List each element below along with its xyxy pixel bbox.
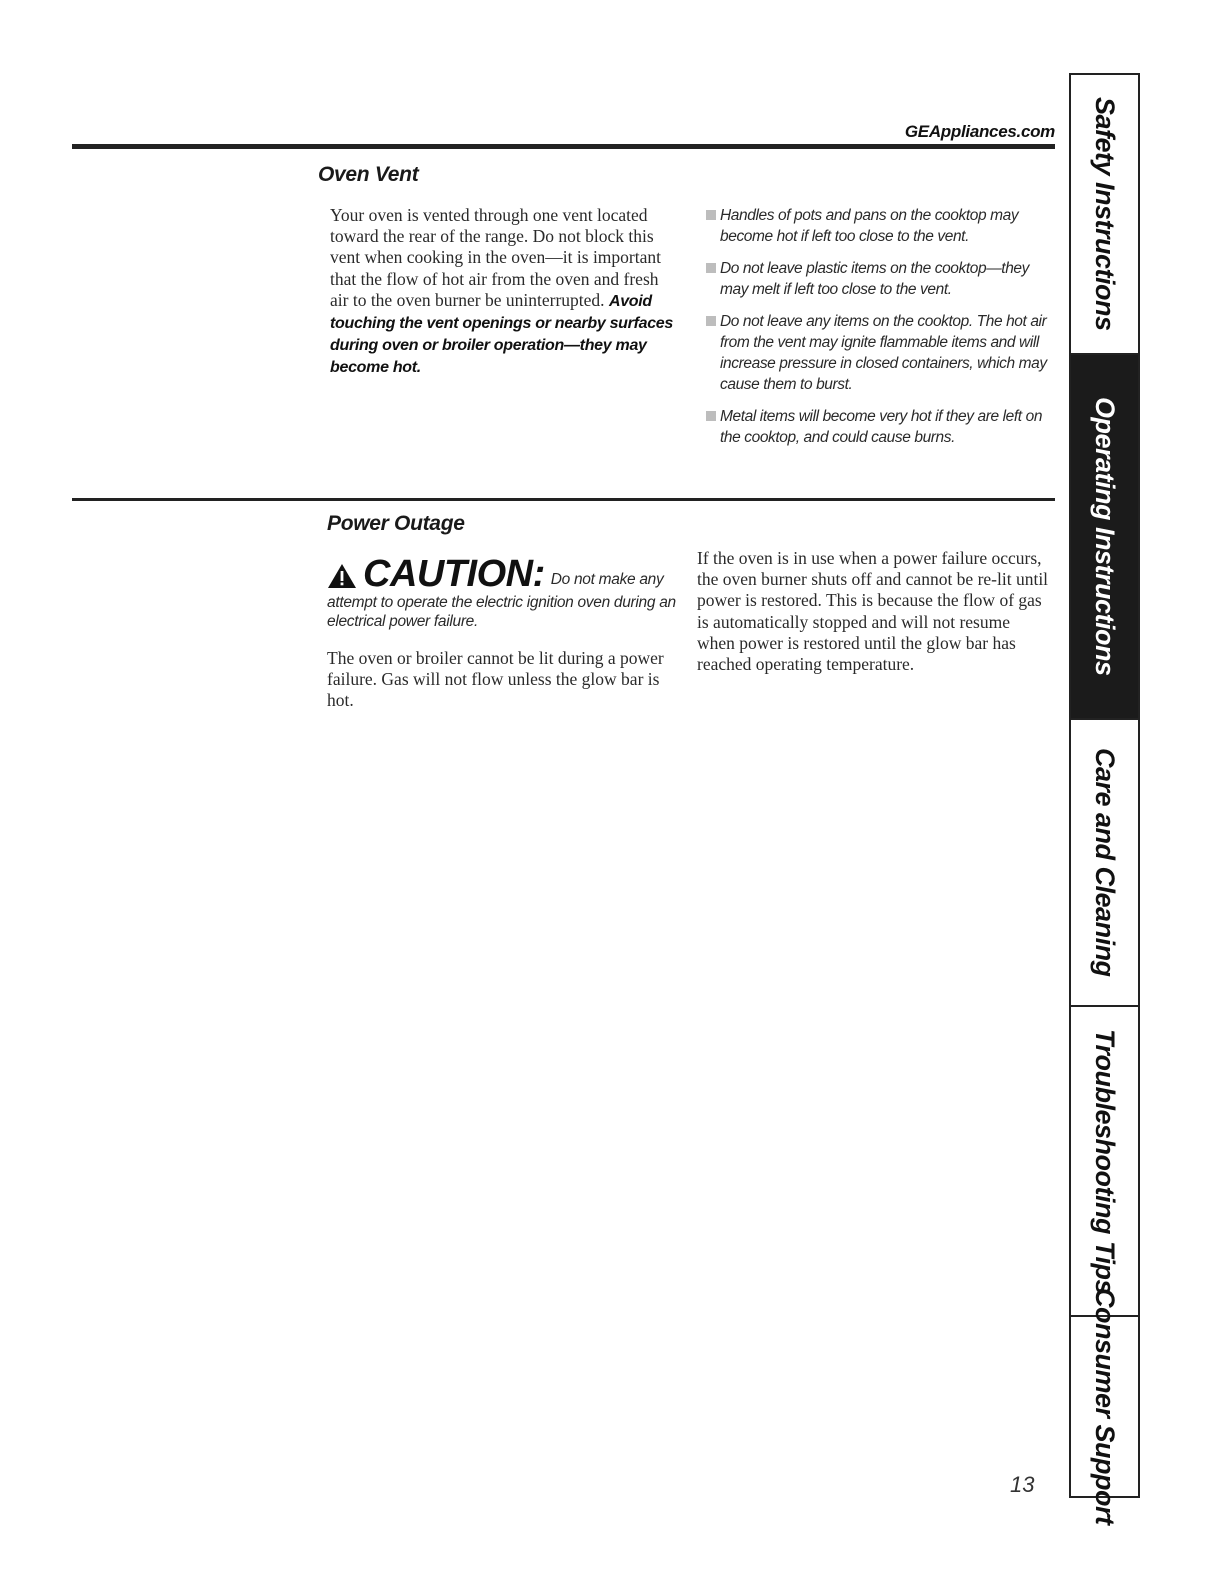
- bullet-text: Do not leave any items on the cooktop. The hot air from the vent may ignite flammable items and will increase pressure in closed containers, which may cause them to burst.: [720, 313, 1047, 393]
- tab-label: Safety Instructions: [1090, 97, 1120, 331]
- tab-operating-instructions[interactable]: [1071, 353, 1138, 718]
- oven-vent-bullet-list: [706, 205, 1056, 459]
- power-outage-body-left: The oven or broiler cannot be lit during a power failure. Gas will not flow unless the glow bar is hot.: [327, 648, 664, 711]
- power-outage-body-right: If the oven is in use when a power failure occurs, the oven burner shuts off and cannot be re-lit until power is restored. This is because the flow of gas is automatically stopped and will not resume when power is restored until the glow bar has reached operating temperature.: [697, 548, 1049, 675]
- tab-label: Operating Instructions: [1090, 397, 1120, 676]
- caution-text-rest: attempt to operate the electric ignition oven during an electrical power failure.: [327, 594, 676, 630]
- bullet-item: [706, 205, 1056, 247]
- bullet-square-icon: [706, 411, 716, 421]
- bullet-item: [706, 406, 1056, 448]
- oven-vent-body-text: Your oven is vented through one vent located toward the rear of the range. Do not block this vent when cooking in the oven—it is important that the flow of hot air from the oven and fresh air to the oven burner be uninterrupted.: [330, 205, 661, 310]
- section-divider: [72, 498, 1055, 501]
- bullet-item: [706, 311, 1056, 395]
- bullet-text: Do not leave plastic items on the cooktop—they may melt if left too close to the vent.: [720, 260, 1029, 298]
- top-divider: [72, 144, 1055, 149]
- bullet-text: Metal items will become very hot if they are left on the cooktop, and could cause burns.: [720, 408, 1043, 446]
- bullet-text: Handles of pots and pans on the cooktop may become hot if left too close to the vent.: [720, 207, 1019, 245]
- section-tabs-sidebar: [1069, 73, 1140, 1525]
- tab-safety-instructions[interactable]: [1071, 75, 1138, 353]
- tab-care-and-cleaning[interactable]: [1071, 718, 1138, 1005]
- oven-vent-body: [330, 205, 675, 379]
- caution-text-start: Do not make any: [550, 571, 664, 588]
- warning-triangle-icon: [327, 563, 357, 589]
- bullet-item: [706, 258, 1056, 300]
- page-number: 13: [1010, 1472, 1035, 1497]
- site-url: GEAppliances.com: [904, 122, 1055, 141]
- tab-consumer-support[interactable]: [1071, 1288, 1138, 1525]
- bullet-square-icon: [706, 210, 716, 220]
- caution-block: [327, 555, 677, 631]
- bullet-square-icon: [706, 263, 716, 273]
- bullet-square-icon: [706, 316, 716, 326]
- tab-troubleshooting-tips[interactable]: [1071, 1005, 1138, 1315]
- oven-vent-warning: Avoid touching the vent openings or nearby surfaces during oven or broiler operation—they may become hot.: [330, 292, 674, 377]
- oven-vent-heading: Oven Vent: [318, 163, 419, 186]
- tab-label: Consumer Support: [1090, 1288, 1120, 1525]
- caution-label: CAUTION:: [363, 553, 545, 595]
- tab-label: Care and Cleaning: [1090, 748, 1120, 977]
- tab-label: Troubleshooting Tips: [1090, 1028, 1120, 1294]
- power-outage-heading: Power Outage: [327, 512, 465, 535]
